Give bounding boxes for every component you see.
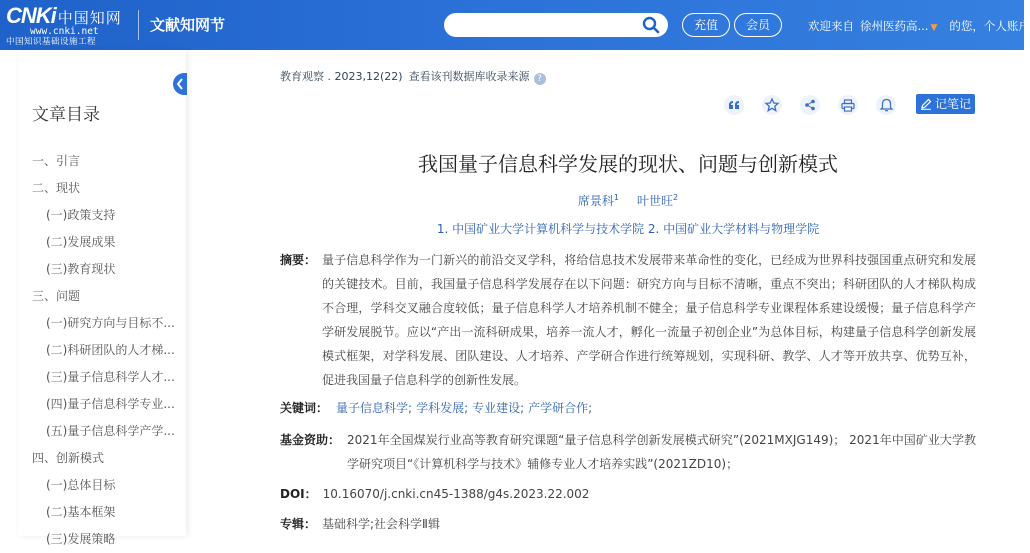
toc-item[interactable]: (一)政策支持 <box>46 208 116 222</box>
toc-item[interactable]: (三)量子信息科学人才... <box>46 370 175 384</box>
search-input[interactable] <box>444 13 668 37</box>
print-icon[interactable] <box>838 95 858 115</box>
toc-item[interactable]: 三、问题 <box>32 289 81 303</box>
author-list <box>280 192 976 209</box>
search-icon[interactable] <box>642 16 660 34</box>
toc-list <box>32 148 182 553</box>
logo-cnki-text: CNKi <box>6 3 56 28</box>
share-icon[interactable] <box>800 95 820 115</box>
keyword-link[interactable]: 产学研合作; <box>528 401 593 415</box>
keywords-label: 关键词： <box>280 401 329 415</box>
affiliations[interactable]: 1. 中国矿业大学计算机科学与技术学院 2. 中国矿业大学材料与物理学院 <box>436 222 820 236</box>
member-button[interactable]: 会员 <box>734 13 782 37</box>
author-link[interactable]: 席景科$^1$ <box>577 193 619 208</box>
welcome-area <box>808 18 1030 34</box>
header-divider <box>138 10 139 40</box>
keywords-row <box>280 396 976 420</box>
toc-item[interactable]: 四、创新模式 <box>32 451 105 465</box>
doi-row <box>280 482 976 506</box>
favorite-star-icon[interactable] <box>762 95 782 115</box>
toc-item[interactable]: (一)研究方向与目标不... <box>46 316 175 330</box>
special-row <box>280 512 976 536</box>
doi-label: DOI： <box>280 487 317 501</box>
toc-item[interactable]: 二、现状 <box>32 181 81 195</box>
journal-info[interactable]: 教育观察 . 2023,12(22) <box>280 70 403 83</box>
logo-tagline: 中国知识基础设施工程 <box>6 37 97 47</box>
funding-text: 2021年全国煤炭行业高等教育研究课题“量子信息科学创新发展模式研究”(2021MXJG149)； 2021年中国矿业大学教学研究项目“《计算机科学与技术》辅修专业人才培养实践”(2021ZD10)； <box>347 433 976 471</box>
recharge-button[interactable]: 充值 <box>682 13 730 37</box>
author-link[interactable]: 叶世旺$^2$ <box>637 193 679 208</box>
toc-item[interactable]: (二)基本框架 <box>46 505 116 519</box>
abstract-section <box>280 248 976 392</box>
abstract-label: 摘要： <box>280 253 317 267</box>
take-note-button[interactable] <box>916 94 975 114</box>
article-main <box>200 50 1024 536</box>
institution-dropdown[interactable]: 徐州医药高... <box>860 19 929 33</box>
toc-item[interactable]: (二)发展成果 <box>46 235 116 249</box>
keyword-link[interactable]: 量子信息科学; <box>336 401 413 415</box>
keyword-link[interactable]: 专业建设; <box>472 401 525 415</box>
toc-item[interactable]: (三)发展策略 <box>46 532 116 546</box>
chevron-left-icon <box>176 78 184 90</box>
funding-row <box>280 428 976 476</box>
journal-source <box>280 68 546 85</box>
toc-title: 文章目录 <box>32 105 100 125</box>
site-name[interactable]: 文献知网节 <box>150 16 226 34</box>
logo-url: www.cnki.net <box>30 26 99 37</box>
quote-icon[interactable] <box>724 95 744 115</box>
take-note-label: 记笔记 <box>934 97 971 111</box>
chevron-down-icon[interactable]: ▼ <box>930 23 938 33</box>
article-title: 我国量子信息科学发展的现状、问题与创新模式 <box>418 152 838 176</box>
keyword-link[interactable]: 学科发展; <box>416 401 469 415</box>
logo-chinese-text: 中国知网 <box>57 9 122 27</box>
journal-index-link[interactable]: 查看该刊数据库收录来源 <box>408 70 530 83</box>
toc-item[interactable]: (一)总体目标 <box>46 478 116 492</box>
notification-bell-icon[interactable] <box>876 95 896 115</box>
greeting-text: 的您，个人账户 <box>949 19 1030 33</box>
toc-item[interactable]: 一、引言 <box>32 154 81 168</box>
cnki-logo[interactable] <box>6 3 132 47</box>
funding-label: 基金资助： <box>280 433 341 447</box>
toc-item[interactable]: (三)教育现状 <box>46 262 116 276</box>
special-value: 基础科学;社会科学Ⅱ辑 <box>322 517 440 531</box>
welcome-text: 欢迎来自 <box>808 19 854 33</box>
help-icon[interactable]: ? <box>534 73 546 85</box>
doi-value: 10.16070/j.cnki.cn45-1388/g4s.2023.22.002 <box>322 487 590 501</box>
toc-item[interactable]: (四)量子信息科学专业... <box>46 397 175 411</box>
article-toolbar <box>724 94 914 116</box>
toc-item[interactable]: (二)科研团队的人才梯... <box>46 343 175 357</box>
special-label: 专辑： <box>280 517 317 531</box>
top-navbar <box>0 0 1030 50</box>
pencil-icon <box>920 98 932 110</box>
toc-sidebar <box>18 50 186 546</box>
toc-item[interactable]: (五)量子信息科学产学... <box>46 424 175 438</box>
abstract-text: 量子信息科学作为一门新兴的前沿交叉学科，将给信息技术发展带来革命性的变化，已经成为世界科技强国重点研究和发展的关键技术。目前，我国量子信息科学发展存在以下问题：研究方向与目标不清晰，重点不突出；科研团队的人才梯队构成不合理，学科交叉融合度较低；量子信息科学人才培养机制不健全；量子信息科学专业课程体系建设缓慢；量子信息科学产学研发展脱节。应以“产出一流科研成果，培养一流人才，孵化一流量子初创企业”为总体目标，构建量子信息科学创新发展模式框架，对学科发展、团队建设、人才培养、产学研合作进行统筹规划，实现科研、教学、人才等开放共享、优势互补，促进我国量子信息科学的创新性发展。 <box>322 253 976 387</box>
